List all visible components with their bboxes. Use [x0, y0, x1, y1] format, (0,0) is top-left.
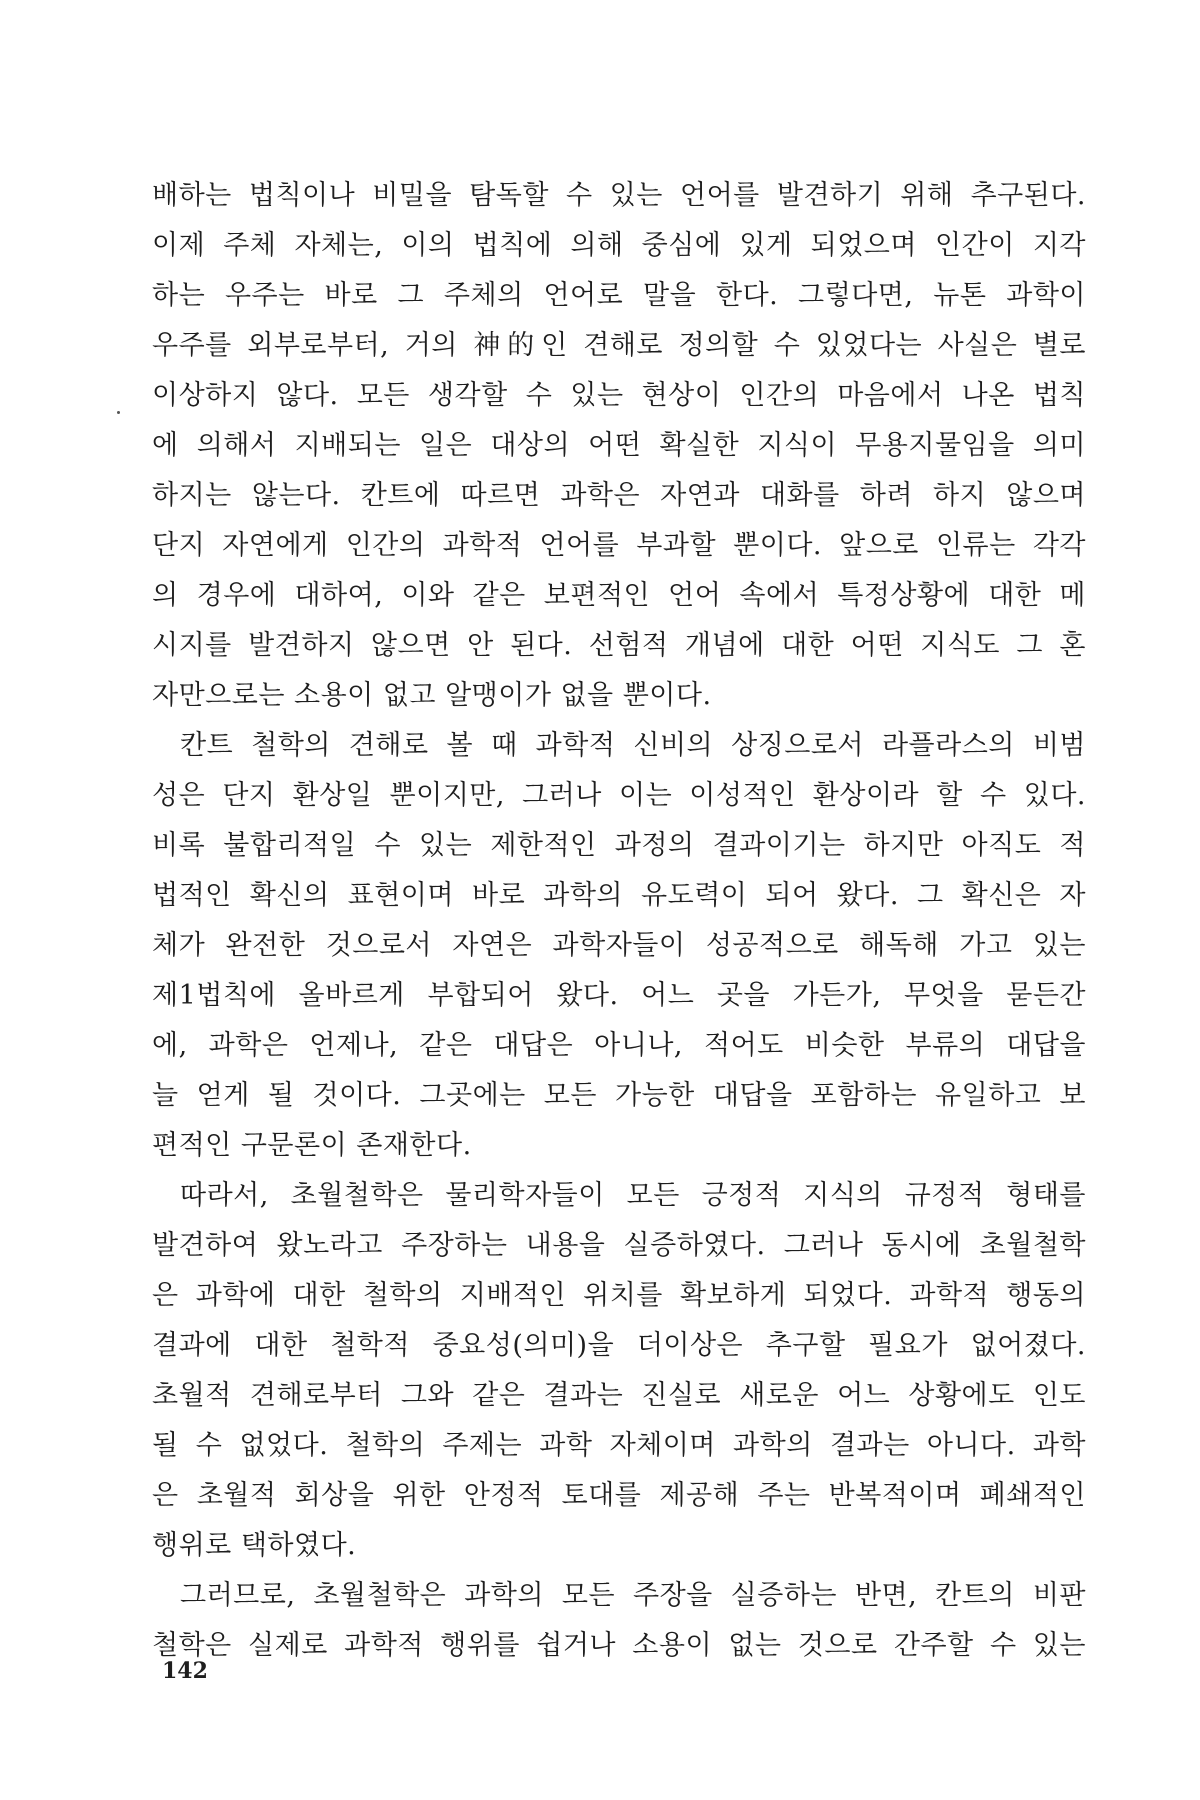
- body-text: [152, 171, 1086, 1671]
- text-line: 단지 자연에게 인간의 과학적 언어를 부과할 뿐이다. 앞으로 인류는 각각: [152, 530, 1086, 561]
- text-line: 우주를 외부로부터, 거의 神的인 견해로 정의할 수 있었다는 사실은 별로: [152, 330, 1086, 361]
- text-line: 이상하지 않다. 모든 생각할 수 있는 현상이 인간의 마음에서 나온 법칙: [152, 380, 1086, 411]
- text-line: 배하는 법칙이나 비밀을 탐독할 수 있는 언어를 발견하기 위해 추구된다.: [152, 180, 1086, 211]
- text-line: 결과에 대한 철학적 중요성(의미)을 더이상은 추구할 필요가 없어졌다.: [152, 1330, 1086, 1361]
- text-line: 초월적 견해로부터 그와 같은 결과는 진실로 새로운 어느 상황에도 인도: [152, 1380, 1086, 1411]
- text-line: 하는 우주는 바로 그 주체의 언어로 말을 한다. 그렇다면, 뉴톤 과학이: [152, 280, 1086, 311]
- text-line: 칸트 철학의 견해로 볼 때 과학적 신비의 상징으로서 라플라스의 비범: [180, 730, 1086, 761]
- text-line: 의 경우에 대하여, 이와 같은 보편적인 언어 속에서 특정상황에 대한 메: [152, 580, 1086, 611]
- text-line: 철학은 실제로 과학적 행위를 쉽거나 소용이 없는 것으로 간주할 수 있는: [152, 1630, 1086, 1661]
- text-line: 에 의해서 지배되는 일은 대상의 어떤 확실한 지식이 무용지물임을 의미: [152, 430, 1086, 461]
- text-line: 법적인 확신의 표현이며 바로 과학의 유도력이 되어 왔다. 그 확신은 자: [152, 880, 1086, 911]
- page-number: 142: [162, 1658, 208, 1684]
- text-line: 행위로 택하였다.: [152, 1530, 357, 1561]
- text-line: 자만으로는 소용이 없고 알맹이가 없을 뿐이다.: [152, 680, 712, 711]
- text-line: 에, 과학은 언제나, 같은 대답은 아니나, 적어도 비슷한 부류의 대답을: [152, 1030, 1086, 1061]
- text-line: 발견하여 왔노라고 주장하는 내용을 실증하였다. 그러나 동시에 초월철학: [152, 1230, 1086, 1261]
- text-line: 은 초월적 회상을 위한 안정적 토대를 제공해 주는 반복적이며 폐쇄적인: [152, 1480, 1086, 1511]
- text-line: 편적인 구문론이 존재한다.: [152, 1130, 472, 1161]
- text-line: 시지를 발견하지 않으면 안 된다. 선험적 개념에 대한 어떤 지식도 그 혼: [152, 630, 1086, 661]
- text-line: 될 수 없었다. 철학의 주제는 과학 자체이며 과학의 결과는 아니다. 과학: [152, 1430, 1086, 1461]
- text-line: 그러므로, 초월철학은 과학의 모든 주장을 실증하는 반면, 칸트의 비판: [180, 1580, 1086, 1611]
- text-line: 하지는 않는다. 칸트에 따르면 과학은 자연과 대화를 하려 하지 않으며: [152, 480, 1086, 511]
- text-line: 체가 완전한 것으로서 자연은 과학자들이 성공적으로 해독해 가고 있는: [152, 930, 1086, 961]
- text-line: 제1법칙에 올바르게 부합되어 왔다. 어느 곳을 가든가, 무엇을 묻든간: [152, 980, 1086, 1011]
- text-line: 이제 주체 자체는, 이의 법칙에 의해 중심에 있게 되었으며 인간이 지각: [152, 230, 1086, 261]
- text-line: 늘 얻게 될 것이다. 그곳에는 모든 가능한 대답을 포함하는 유일하고 보: [152, 1080, 1086, 1111]
- text-line: 비록 불합리적일 수 있는 제한적인 과정의 결과이기는 하지만 아직도 적: [152, 830, 1086, 861]
- text-line: 은 과학에 대한 철학의 지배적인 위치를 확보하게 되었다. 과학적 행동의: [152, 1280, 1086, 1311]
- text-line: 성은 단지 환상일 뿐이지만, 그러나 이는 이성적인 환상이라 할 수 있다.: [152, 780, 1086, 811]
- text-line: 따라서, 초월철학은 물리학자들이 모든 긍정적 지식의 규정적 형태를: [180, 1180, 1086, 1211]
- stray-mark: [117, 411, 120, 414]
